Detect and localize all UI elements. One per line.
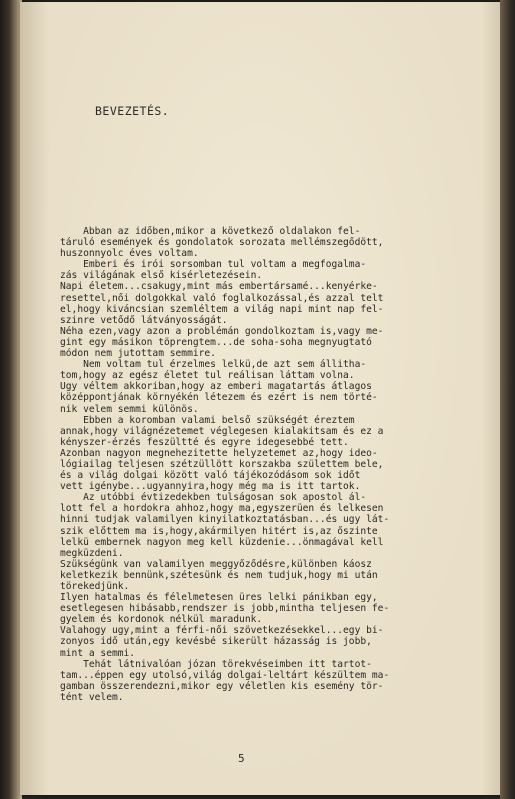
text-line: tam...éppen egy utolsó,világ dolgai-leltárt készültem ma- <box>60 669 390 681</box>
text-line: hinni tudjak valamilyen kinyilatkoztatásban...és ugy lát- <box>60 514 390 526</box>
chapter-heading: BEVEZETÉS. <box>95 104 170 118</box>
text-line: Nem voltam tul érzelmes lelkü,de azt sem állitha- <box>60 359 367 371</box>
text-line: Azonban nagyon megnehezitette helyzetemet az,hogy ideo- <box>60 447 378 459</box>
body-text <box>60 226 485 703</box>
text-line: zonyos idő után,egy kevésbé sikerült házasság is jobb, <box>60 636 372 648</box>
text-line: Szükségünk van valamilyen meggyőződésre,különben káosz <box>60 558 372 570</box>
text-line: tént velem. <box>60 691 124 703</box>
text-line: törekedjünk. <box>60 581 130 592</box>
text-line: Napi életem...csakugy,mint más embertársamé...kenyérke- <box>60 281 378 293</box>
text-line: táruló események és gondolatok sorozata mellémszegődött, <box>60 237 384 249</box>
text-line: vett igénybe...ugyannyira,hogy még ma is itt tartok. <box>60 481 361 493</box>
text-line: Ugy véltem akkoriban,hogy az emberi magatartás átlagos <box>60 381 372 393</box>
text-line: Valahogy ugy,mint a férfi-női szövetkezésekkel...egy bi- <box>60 625 384 637</box>
text-line: lelkü embernek nagyon meg kell küzdenie...önmagával kell <box>60 536 384 548</box>
text-line: gyelem és kordonok nélkül maradunk. <box>60 614 263 626</box>
book-binding <box>0 0 22 799</box>
text-line: tom,hogy az egész életet tul reálisan láttam volna. <box>60 370 355 382</box>
text-line: Tehát látnivalóan józan törekvéseimben itt tartot- <box>60 658 372 670</box>
text-line: megküzdeni. <box>60 547 124 559</box>
text-line: Ilyen hatalmas és félelmetesen üres lelki pánikban egy, <box>60 592 378 604</box>
page-edge <box>500 0 515 799</box>
text-line: szik előttem ma is,hogy,akármilyen hitért is,az őszinte <box>60 525 378 537</box>
text-line: el,hogy kiváncsian szemléltem a világ napi mint nap fel- <box>60 303 384 315</box>
text-line: nik velem semmi különös. <box>60 403 199 415</box>
text-line: esetlegesen hibásabb,rendszer is jobb,mintha teljesen fe- <box>60 603 390 615</box>
text-line: huszonnyolc éves voltam. <box>60 248 199 260</box>
text-line: resettel,női dolgokkal való foglalkozással,és azzal telt <box>60 292 384 304</box>
text-line: mint a semmi. <box>60 647 136 659</box>
text-line: Emberi és irói sorsomban tul voltam a megfogalma- <box>60 259 367 271</box>
text-line: gint egy másikon töprengtem...de soha-soha megnyugtató <box>60 336 372 348</box>
text-line: Ebben a koromban valami belső szükségét éreztem <box>60 414 355 426</box>
text-line: zás világának első kisérletezésein. <box>60 270 263 282</box>
text-line: és a világ dolgai között való tájékozódásom sok időt <box>60 470 361 482</box>
text-line: középpontjának környékén létezem és ezért is nem törté- <box>60 392 378 404</box>
text-line: keletkezik bennünk,szétesünk és nem tudjuk,hogy mi után <box>60 569 378 581</box>
text-line: gamban összerendezni,mikor egy véletlen kis esemény tör- <box>60 680 384 692</box>
text-line: módon nem jutottam semmire. <box>60 348 216 360</box>
text-line: Abban az időben,mikor a következő oldalakon fel- <box>60 226 361 237</box>
text-line: lógiailag teljesen szétzüllött korszakba születtem bele, <box>60 458 384 470</box>
text-line: szinre vetődő látványosságát. <box>60 314 228 326</box>
page-number: 5 <box>238 752 245 765</box>
text-line: kényszer-érzés feszültté és egyre idegesebbé tett. <box>60 436 349 448</box>
text-line: annak,hogy világnézetemet véglegesen kialakitsam és ez a <box>60 425 384 437</box>
text-line: Néha ezen,vagy azon a problémán gondolkoztam is,vagy me- <box>60 325 384 337</box>
text-line: lott fel a hordokra ahhoz,hogy ma,egyszerüen és lelkesen <box>60 503 384 515</box>
text-line: Az utóbbi évtizedekben tulságosan sok apostol ál- <box>60 492 367 504</box>
